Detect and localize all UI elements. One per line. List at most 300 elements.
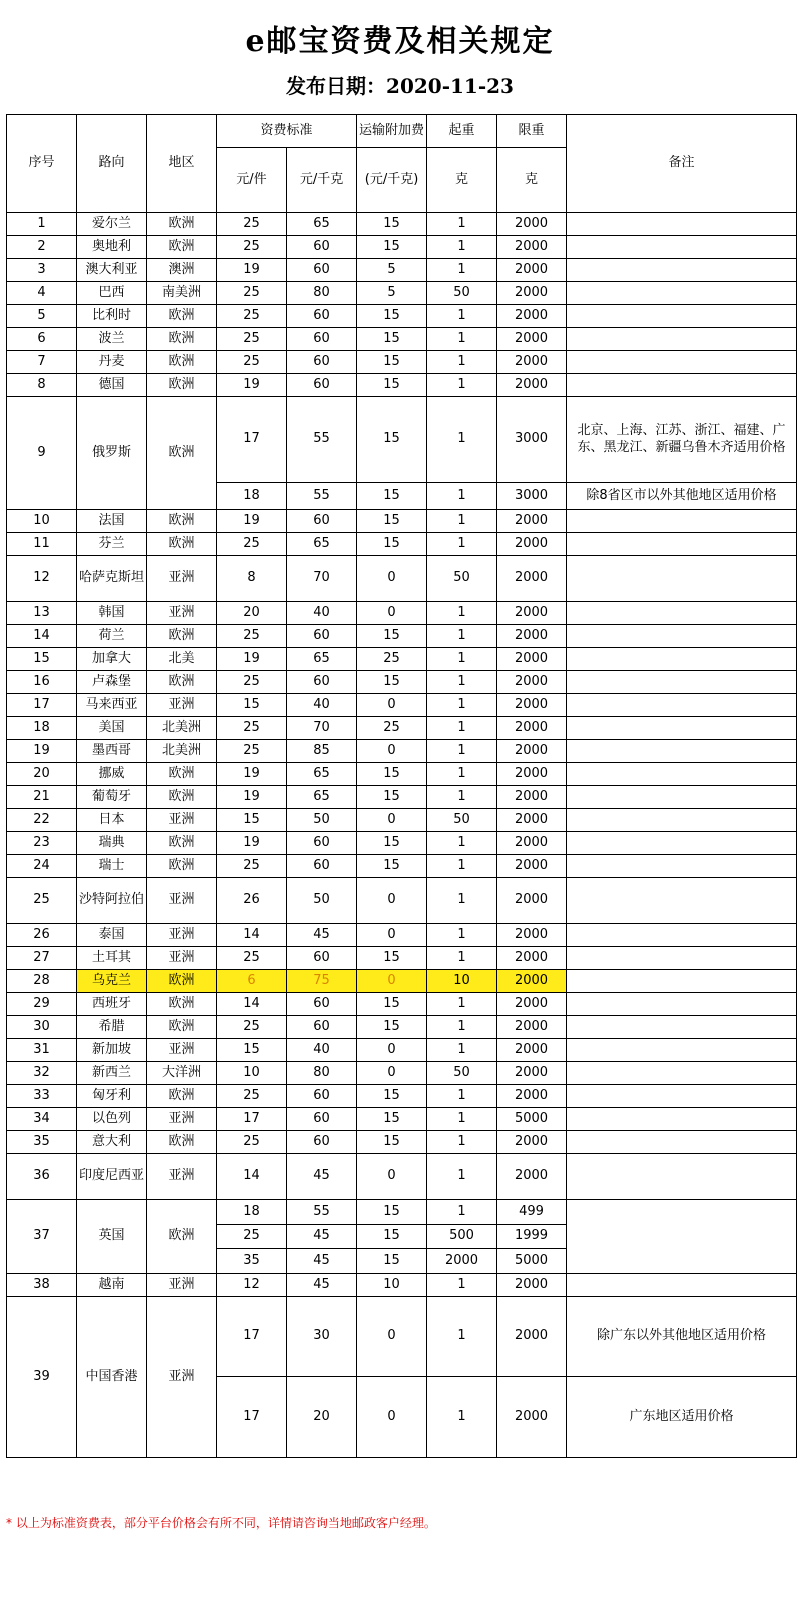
cell-route: 爱尔兰 bbox=[77, 213, 147, 236]
cell-sur: 15 bbox=[357, 483, 427, 510]
cell-start: 1 bbox=[427, 483, 497, 510]
cell-start: 1 bbox=[427, 1297, 497, 1377]
cell-item: 19 bbox=[217, 259, 287, 282]
cell-region: 欧洲 bbox=[147, 1200, 217, 1274]
cell-limit: 2000 bbox=[497, 970, 567, 993]
cell-sur: 15 bbox=[357, 351, 427, 374]
table-row bbox=[7, 671, 797, 694]
table-row bbox=[7, 970, 797, 993]
cell-item: 15 bbox=[217, 1039, 287, 1062]
cell-sur: 25 bbox=[357, 648, 427, 671]
cell-kg: 60 bbox=[287, 1108, 357, 1131]
header-route: 路向 bbox=[77, 115, 147, 213]
cell-sur: 15 bbox=[357, 947, 427, 970]
cell-start: 1 bbox=[427, 374, 497, 397]
cell-kg: 60 bbox=[287, 259, 357, 282]
cell-start: 1 bbox=[427, 1200, 497, 1225]
cell-start: 1 bbox=[427, 694, 497, 717]
cell-note bbox=[567, 1108, 797, 1131]
table-row bbox=[7, 1108, 797, 1131]
cell-item: 19 bbox=[217, 786, 287, 809]
cell-limit: 2000 bbox=[497, 671, 567, 694]
cell-kg: 45 bbox=[287, 1154, 357, 1200]
cell-item: 10 bbox=[217, 1062, 287, 1085]
cell-item: 15 bbox=[217, 809, 287, 832]
cell-note bbox=[567, 305, 797, 328]
cell-sur: 15 bbox=[357, 374, 427, 397]
cell-start: 50 bbox=[427, 556, 497, 602]
cell-limit: 2000 bbox=[497, 282, 567, 305]
cell-kg: 60 bbox=[287, 328, 357, 351]
cell-kg: 65 bbox=[287, 533, 357, 556]
cell-n: 38 bbox=[7, 1274, 77, 1297]
cell-item: 26 bbox=[217, 878, 287, 924]
cell-route: 希腊 bbox=[77, 1016, 147, 1039]
cell-region: 亚洲 bbox=[147, 809, 217, 832]
cell-limit: 2000 bbox=[497, 993, 567, 1016]
cell-start: 1 bbox=[427, 213, 497, 236]
cell-route: 澳大利亚 bbox=[77, 259, 147, 282]
cell-region: 欧洲 bbox=[147, 993, 217, 1016]
cell-start: 1 bbox=[427, 786, 497, 809]
cell-sur: 5 bbox=[357, 282, 427, 305]
cell-limit: 2000 bbox=[497, 1297, 567, 1377]
cell-start: 500 bbox=[427, 1225, 497, 1249]
table-row bbox=[7, 1016, 797, 1039]
table-row bbox=[7, 1200, 797, 1225]
cell-n: 33 bbox=[7, 1085, 77, 1108]
cell-item: 19 bbox=[217, 763, 287, 786]
cell-route: 德国 bbox=[77, 374, 147, 397]
cell-sur: 15 bbox=[357, 510, 427, 533]
cell-n: 7 bbox=[7, 351, 77, 374]
table-row bbox=[7, 717, 797, 740]
table-row bbox=[7, 1039, 797, 1062]
table-row bbox=[7, 351, 797, 374]
cell-region: 大洋洲 bbox=[147, 1062, 217, 1085]
header-gram: 克 bbox=[497, 148, 567, 213]
cell-note bbox=[567, 855, 797, 878]
cell-note bbox=[567, 556, 797, 602]
cell-route: 卢森堡 bbox=[77, 671, 147, 694]
cell-sur: 15 bbox=[357, 1200, 427, 1225]
cell-item: 17 bbox=[217, 397, 287, 483]
cell-limit: 5000 bbox=[497, 1108, 567, 1131]
cell-limit: 2000 bbox=[497, 533, 567, 556]
cell-item: 25 bbox=[217, 947, 287, 970]
header-seq: 序号 bbox=[7, 115, 77, 213]
table-row bbox=[7, 993, 797, 1016]
cell-limit: 2000 bbox=[497, 556, 567, 602]
cell-kg: 65 bbox=[287, 763, 357, 786]
cell-n: 27 bbox=[7, 947, 77, 970]
cell-item: 25 bbox=[217, 351, 287, 374]
cell-region: 亚洲 bbox=[147, 602, 217, 625]
header-remark: 备注 bbox=[567, 115, 797, 213]
cell-start: 50 bbox=[427, 809, 497, 832]
cell-sur: 15 bbox=[357, 993, 427, 1016]
cell-sur: 0 bbox=[357, 602, 427, 625]
cell-kg: 75 bbox=[287, 970, 357, 993]
cell-note bbox=[567, 625, 797, 648]
cell-start: 1 bbox=[427, 1154, 497, 1200]
cell-start: 1 bbox=[427, 648, 497, 671]
cell-item: 25 bbox=[217, 1085, 287, 1108]
cell-start: 1 bbox=[427, 236, 497, 259]
cell-n: 25 bbox=[7, 878, 77, 924]
cell-region: 欧洲 bbox=[147, 1131, 217, 1154]
cell-n: 23 bbox=[7, 832, 77, 855]
cell-start: 1 bbox=[427, 625, 497, 648]
cell-route: 荷兰 bbox=[77, 625, 147, 648]
cell-item: 12 bbox=[217, 1274, 287, 1297]
cell-start: 10 bbox=[427, 970, 497, 993]
cell-note bbox=[567, 717, 797, 740]
cell-sur: 15 bbox=[357, 1016, 427, 1039]
cell-n: 5 bbox=[7, 305, 77, 328]
cell-route: 新加坡 bbox=[77, 1039, 147, 1062]
cell-region: 亚洲 bbox=[147, 1108, 217, 1131]
cell-region: 欧洲 bbox=[147, 671, 217, 694]
cell-route: 以色列 bbox=[77, 1108, 147, 1131]
cell-route: 比利时 bbox=[77, 305, 147, 328]
cell-start: 1 bbox=[427, 1377, 497, 1458]
cell-sur: 0 bbox=[357, 924, 427, 947]
cell-limit: 2000 bbox=[497, 1062, 567, 1085]
table-row bbox=[7, 1131, 797, 1154]
cell-n: 30 bbox=[7, 1016, 77, 1039]
cell-region: 欧洲 bbox=[147, 533, 217, 556]
cell-start: 1 bbox=[427, 533, 497, 556]
table-row bbox=[7, 556, 797, 602]
page-title: e邮宝资费及相关规定 bbox=[245, 24, 555, 59]
cell-n: 8 bbox=[7, 374, 77, 397]
cell-sur: 15 bbox=[357, 533, 427, 556]
cell-sur: 25 bbox=[357, 717, 427, 740]
header-limit-weight: 限重 bbox=[497, 115, 567, 148]
cell-start: 1 bbox=[427, 993, 497, 1016]
table-row bbox=[7, 809, 797, 832]
cell-n: 4 bbox=[7, 282, 77, 305]
cell-limit: 2000 bbox=[497, 947, 567, 970]
cell-limit: 2000 bbox=[497, 832, 567, 855]
cell-kg: 45 bbox=[287, 1249, 357, 1274]
cell-route: 挪威 bbox=[77, 763, 147, 786]
cell-note bbox=[567, 1274, 797, 1297]
cell-note: 除广东以外其他地区适用价格 bbox=[567, 1297, 797, 1377]
cell-limit: 2000 bbox=[497, 625, 567, 648]
cell-item: 25 bbox=[217, 671, 287, 694]
table-row bbox=[7, 602, 797, 625]
cell-note bbox=[567, 282, 797, 305]
cell-region: 欧洲 bbox=[147, 832, 217, 855]
cell-n: 39 bbox=[7, 1297, 77, 1458]
cell-kg: 55 bbox=[287, 483, 357, 510]
table-row bbox=[7, 374, 797, 397]
rate-table bbox=[6, 114, 797, 1458]
cell-sur: 0 bbox=[357, 1062, 427, 1085]
cell-item: 25 bbox=[217, 236, 287, 259]
cell-kg: 65 bbox=[287, 648, 357, 671]
cell-limit: 3000 bbox=[497, 483, 567, 510]
cell-route: 墨西哥 bbox=[77, 740, 147, 763]
cell-sur: 15 bbox=[357, 786, 427, 809]
cell-note bbox=[567, 602, 797, 625]
cell-kg: 55 bbox=[287, 1200, 357, 1225]
table-row bbox=[7, 397, 797, 483]
cell-route: 俄罗斯 bbox=[77, 397, 147, 510]
cell-start: 50 bbox=[427, 1062, 497, 1085]
cell-note bbox=[567, 1131, 797, 1154]
cell-sur: 15 bbox=[357, 1085, 427, 1108]
cell-n: 21 bbox=[7, 786, 77, 809]
table-row bbox=[7, 855, 797, 878]
cell-note bbox=[567, 648, 797, 671]
cell-item: 19 bbox=[217, 648, 287, 671]
cell-kg: 60 bbox=[287, 625, 357, 648]
cell-limit: 2000 bbox=[497, 648, 567, 671]
cell-limit: 2000 bbox=[497, 1039, 567, 1062]
cell-kg: 50 bbox=[287, 809, 357, 832]
cell-kg: 30 bbox=[287, 1297, 357, 1377]
cell-kg: 40 bbox=[287, 1039, 357, 1062]
cell-kg: 60 bbox=[287, 236, 357, 259]
cell-n: 17 bbox=[7, 694, 77, 717]
cell-region: 亚洲 bbox=[147, 947, 217, 970]
cell-sur: 15 bbox=[357, 832, 427, 855]
cell-note bbox=[567, 374, 797, 397]
cell-route: 波兰 bbox=[77, 328, 147, 351]
cell-region: 欧洲 bbox=[147, 786, 217, 809]
cell-item: 6 bbox=[217, 970, 287, 993]
cell-n: 16 bbox=[7, 671, 77, 694]
cell-kg: 60 bbox=[287, 1016, 357, 1039]
cell-kg: 40 bbox=[287, 602, 357, 625]
cell-kg: 65 bbox=[287, 786, 357, 809]
cell-item: 17 bbox=[217, 1377, 287, 1458]
cell-item: 18 bbox=[217, 1200, 287, 1225]
cell-route: 乌克兰 bbox=[77, 970, 147, 993]
cell-start: 1 bbox=[427, 878, 497, 924]
cell-sur: 15 bbox=[357, 763, 427, 786]
cell-limit: 2000 bbox=[497, 1085, 567, 1108]
cell-note: 北京、上海、江苏、浙江、福建、广东、黑龙江、新疆乌鲁木齐适用价格 bbox=[567, 397, 797, 483]
cell-sur: 15 bbox=[357, 213, 427, 236]
cell-note bbox=[567, 671, 797, 694]
cell-item: 25 bbox=[217, 1131, 287, 1154]
cell-limit: 2000 bbox=[497, 510, 567, 533]
cell-limit: 2000 bbox=[497, 717, 567, 740]
cell-n: 13 bbox=[7, 602, 77, 625]
cell-limit: 2000 bbox=[497, 1274, 567, 1297]
cell-note bbox=[567, 832, 797, 855]
header-per-item: 元/件 bbox=[217, 148, 287, 213]
table-row bbox=[7, 533, 797, 556]
cell-note bbox=[567, 809, 797, 832]
cell-kg: 60 bbox=[287, 993, 357, 1016]
cell-sur: 0 bbox=[357, 809, 427, 832]
cell-route: 瑞士 bbox=[77, 855, 147, 878]
cell-region: 欧洲 bbox=[147, 855, 217, 878]
cell-item: 25 bbox=[217, 1225, 287, 1249]
table-row bbox=[7, 625, 797, 648]
cell-item: 15 bbox=[217, 694, 287, 717]
cell-start: 1 bbox=[427, 763, 497, 786]
table-row bbox=[7, 1297, 797, 1377]
cell-limit: 2000 bbox=[497, 1131, 567, 1154]
cell-item: 25 bbox=[217, 282, 287, 305]
table-row bbox=[7, 740, 797, 763]
table-row bbox=[7, 328, 797, 351]
cell-n: 12 bbox=[7, 556, 77, 602]
cell-start: 1 bbox=[427, 924, 497, 947]
header-per-kg: 元/千克 bbox=[287, 148, 357, 213]
cell-item: 8 bbox=[217, 556, 287, 602]
cell-start: 1 bbox=[427, 351, 497, 374]
cell-n: 2 bbox=[7, 236, 77, 259]
cell-start: 1 bbox=[427, 947, 497, 970]
cell-kg: 60 bbox=[287, 510, 357, 533]
cell-route: 葡萄牙 bbox=[77, 786, 147, 809]
cell-kg: 60 bbox=[287, 671, 357, 694]
cell-note bbox=[567, 1154, 797, 1200]
cell-start: 50 bbox=[427, 282, 497, 305]
cell-n: 11 bbox=[7, 533, 77, 556]
cell-start: 1 bbox=[427, 328, 497, 351]
cell-note bbox=[567, 694, 797, 717]
cell-note bbox=[567, 947, 797, 970]
cell-route: 日本 bbox=[77, 809, 147, 832]
cell-sur: 0 bbox=[357, 556, 427, 602]
cell-note bbox=[567, 510, 797, 533]
cell-limit: 2000 bbox=[497, 328, 567, 351]
table-row bbox=[7, 1085, 797, 1108]
table-row bbox=[7, 510, 797, 533]
cell-sur: 15 bbox=[357, 855, 427, 878]
cell-item: 25 bbox=[217, 740, 287, 763]
cell-n: 20 bbox=[7, 763, 77, 786]
cell-route: 美国 bbox=[77, 717, 147, 740]
cell-note bbox=[567, 1016, 797, 1039]
cell-item: 17 bbox=[217, 1108, 287, 1131]
cell-region: 亚洲 bbox=[147, 556, 217, 602]
table-row bbox=[7, 1154, 797, 1200]
cell-sur: 15 bbox=[357, 397, 427, 483]
cell-kg: 60 bbox=[287, 947, 357, 970]
cell-note bbox=[567, 533, 797, 556]
cell-item: 25 bbox=[217, 717, 287, 740]
cell-limit: 2000 bbox=[497, 694, 567, 717]
cell-region: 欧洲 bbox=[147, 305, 217, 328]
cell-kg: 65 bbox=[287, 213, 357, 236]
cell-region: 亚洲 bbox=[147, 1039, 217, 1062]
cell-item: 20 bbox=[217, 602, 287, 625]
cell-start: 1 bbox=[427, 397, 497, 483]
cell-note bbox=[567, 763, 797, 786]
cell-start: 1 bbox=[427, 1039, 497, 1062]
cell-item: 25 bbox=[217, 855, 287, 878]
cell-n: 19 bbox=[7, 740, 77, 763]
cell-kg: 60 bbox=[287, 1085, 357, 1108]
cell-sur: 0 bbox=[357, 878, 427, 924]
header-surcharge: 运输附加费 bbox=[357, 115, 427, 148]
cell-item: 25 bbox=[217, 305, 287, 328]
table-row bbox=[7, 1062, 797, 1085]
cell-start: 1 bbox=[427, 1085, 497, 1108]
cell-region: 欧洲 bbox=[147, 1085, 217, 1108]
header-gram: 克 bbox=[427, 148, 497, 213]
cell-sur: 0 bbox=[357, 1377, 427, 1458]
cell-region: 南美洲 bbox=[147, 282, 217, 305]
cell-route: 瑞典 bbox=[77, 832, 147, 855]
cell-kg: 50 bbox=[287, 878, 357, 924]
cell-sur: 0 bbox=[357, 1039, 427, 1062]
cell-n: 1 bbox=[7, 213, 77, 236]
table-row bbox=[7, 305, 797, 328]
cell-note bbox=[567, 740, 797, 763]
table-row bbox=[7, 832, 797, 855]
cell-note bbox=[567, 351, 797, 374]
cell-item: 25 bbox=[217, 533, 287, 556]
cell-sur: 0 bbox=[357, 970, 427, 993]
cell-limit: 2000 bbox=[497, 602, 567, 625]
cell-limit: 3000 bbox=[497, 397, 567, 483]
cell-region: 北美洲 bbox=[147, 717, 217, 740]
table-row bbox=[7, 282, 797, 305]
cell-item: 25 bbox=[217, 328, 287, 351]
cell-route: 越南 bbox=[77, 1274, 147, 1297]
table-row bbox=[7, 947, 797, 970]
cell-note bbox=[567, 924, 797, 947]
cell-route: 印度尼西亚 bbox=[77, 1154, 147, 1200]
cell-start: 1 bbox=[427, 510, 497, 533]
cell-item: 14 bbox=[217, 993, 287, 1016]
cell-start: 1 bbox=[427, 671, 497, 694]
table-row bbox=[7, 786, 797, 809]
cell-start: 2000 bbox=[427, 1249, 497, 1274]
cell-region: 亚洲 bbox=[147, 924, 217, 947]
cell-start: 1 bbox=[427, 1016, 497, 1039]
cell-region: 亚洲 bbox=[147, 1297, 217, 1458]
cell-kg: 70 bbox=[287, 717, 357, 740]
cell-n: 29 bbox=[7, 993, 77, 1016]
cell-item: 19 bbox=[217, 374, 287, 397]
cell-limit: 2000 bbox=[497, 236, 567, 259]
cell-note bbox=[567, 259, 797, 282]
cell-region: 欧洲 bbox=[147, 213, 217, 236]
header-surcharge-unit: (元/千克) bbox=[357, 148, 427, 213]
cell-note bbox=[567, 236, 797, 259]
cell-route: 英国 bbox=[77, 1200, 147, 1274]
cell-region: 欧洲 bbox=[147, 351, 217, 374]
cell-note bbox=[567, 1039, 797, 1062]
cell-route: 芬兰 bbox=[77, 533, 147, 556]
cell-kg: 45 bbox=[287, 1274, 357, 1297]
cell-route: 中国香港 bbox=[77, 1297, 147, 1458]
cell-start: 1 bbox=[427, 305, 497, 328]
cell-route: 意大利 bbox=[77, 1131, 147, 1154]
cell-limit: 499 bbox=[497, 1200, 567, 1225]
header-rate-standard: 资费标准 bbox=[217, 115, 357, 148]
cell-note: 除8省区市以外其他地区适用价格 bbox=[567, 483, 797, 510]
footnote: * 以上为标准资费表，部分平台价格会有所不同，详情请咨询当地邮政客户经理。 bbox=[6, 1516, 436, 1530]
cell-limit: 2000 bbox=[497, 213, 567, 236]
header-start-weight: 起重 bbox=[427, 115, 497, 148]
cell-route: 韩国 bbox=[77, 602, 147, 625]
cell-n: 35 bbox=[7, 1131, 77, 1154]
cell-limit: 2000 bbox=[497, 374, 567, 397]
cell-route: 丹麦 bbox=[77, 351, 147, 374]
